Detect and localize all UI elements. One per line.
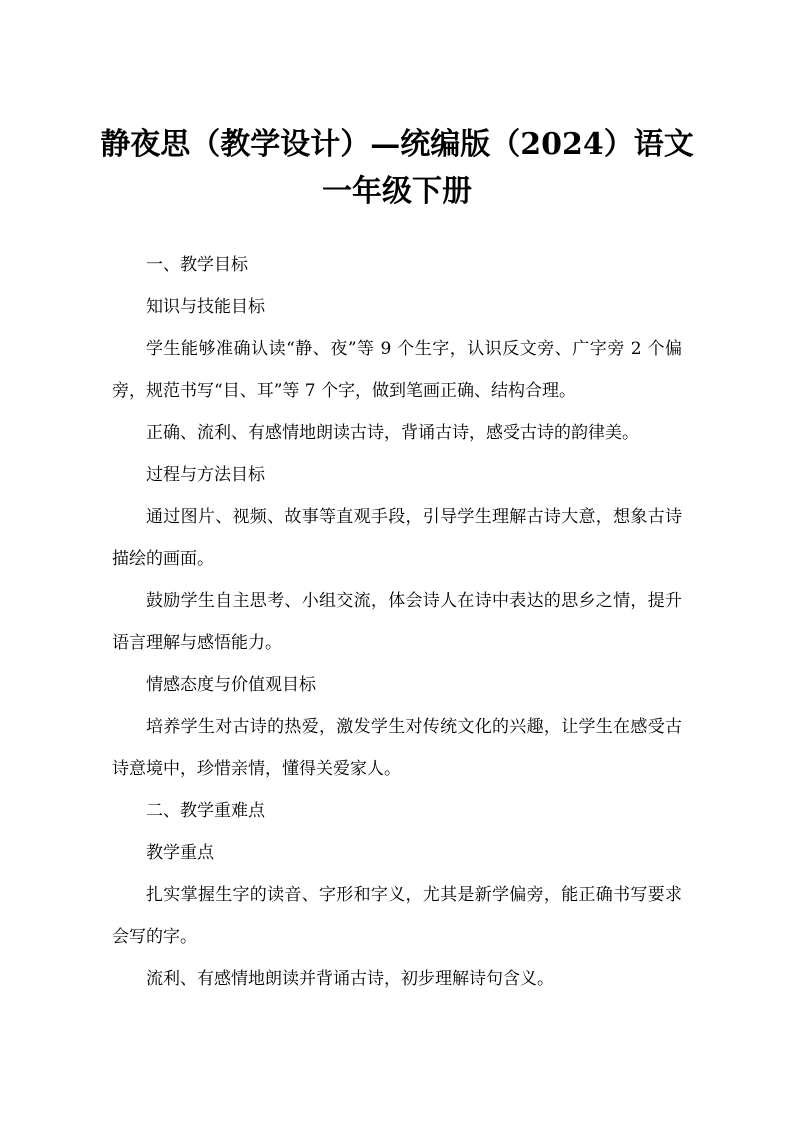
paragraph: 培养学生对古诗的热爱，激发学生对传统文化的兴趣，让学生在感受古诗意境中，珍惜亲情，懂得关爱家人。 [112, 717, 682, 779]
section-heading-key-difficult-points: 二、教学重难点 [146, 801, 265, 821]
subheading-teaching-key-points: 教学重点 [146, 843, 214, 863]
paragraph: 通过图片、视频、故事等直观手段，引导学生理解古诗大意，想象古诗描绘的画面。 [112, 507, 682, 569]
paragraph: 正确、流利、有感情地朗读古诗，背诵古诗，感受古诗的韵律美。 [146, 423, 639, 443]
paragraph: 流利、有感情地朗读并背诵古诗，初步理解诗句含义。 [146, 969, 554, 989]
paragraph: 学生能够准确认读“静、夜”等 9 个生字，认识反文旁、广字旁 2 个偏旁，规范书写“目、耳”等 7 个字，做到笔画正确、结构合理。 [112, 339, 682, 401]
document-body [112, 244, 682, 1000]
document-title-line-2: 一年级下册 [322, 174, 472, 209]
section-heading-teaching-goals: 一、教学目标 [146, 255, 248, 275]
paragraph: 鼓励学生自主思考、小组交流，体会诗人在诗中表达的思乡之情，提升语言理解与感悟能力。 [112, 591, 682, 653]
subheading-emotion-value-goals: 情感态度与价值观目标 [146, 675, 316, 695]
subheading-process-method-goals: 过程与方法目标 [146, 465, 265, 485]
subheading-knowledge-skill-goals: 知识与技能目标 [146, 297, 265, 317]
paragraph: 扎实掌握生字的读音、字形和字义，尤其是新学偏旁，能正确书写要求会写的字。 [112, 885, 682, 947]
document-title-line-1: 静夜思（教学设计）—统编版（2024）语文 [100, 127, 694, 162]
